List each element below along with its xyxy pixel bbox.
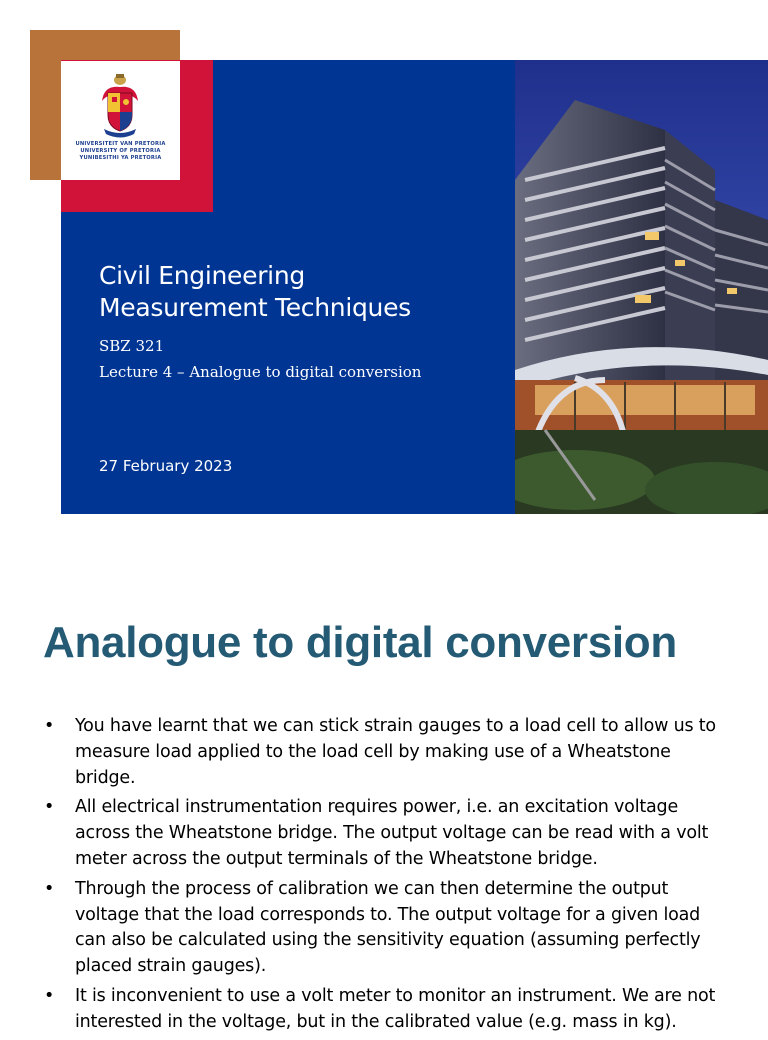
course-title	[99, 260, 421, 324]
course-title-line2: Measurement Techniques	[99, 293, 411, 322]
course-code: SBZ 321	[99, 337, 165, 355]
bullet-item	[44, 984, 734, 1036]
logo-wordmark	[61, 141, 180, 162]
bullet-item	[44, 795, 734, 872]
lecture-date: 27 February 2023	[99, 457, 233, 475]
slide-heading: Analogue to digital conversion	[43, 618, 677, 667]
logo-line-english: UNIVERSITY OF PRETORIA	[80, 148, 161, 154]
bullet-text: All electrical instrumentation requires power, i.e. an excitation voltage across the Wheatstone bridge. The output voltage can be read with a volt meter across the output terminals of the Wheatstone bridge.	[75, 797, 709, 869]
lecture-title: Lecture 4 – Analogue to digital conversion	[99, 363, 422, 381]
bullet-text: It is inconvenient to use a volt meter to monitor an instrument. We are not interested in the voltage, but in the calibrated value (e.g. mass in kg).	[75, 985, 716, 1032]
logo-line-afrikaans: UNIVERSITEIT VAN PRETORIA	[75, 141, 166, 147]
crest-icon	[98, 71, 142, 139]
bullet-list	[44, 714, 734, 1040]
bullet-marker: •	[44, 716, 55, 736]
title-block	[99, 260, 421, 381]
bullet-text: Through the process of calibration we can then determine the output voltage that the load corresponds to. The output voltage for a given load can also be calculated using the sensitivity equation (assuming perfectly placed strain gauges).	[75, 878, 701, 977]
bullet-item	[44, 877, 734, 980]
building-photo	[515, 60, 768, 514]
building-photo-illustration	[515, 60, 768, 514]
bullet-marker: •	[44, 797, 55, 818]
bullet-text: You have learnt that we can stick strain gauges to a load cell to allow us to measure load applied to the load cell by making use of a Wheatstone bridge.	[75, 716, 716, 788]
logo-line-sepedi: YUNIBESITHI YA PRETORIA	[79, 155, 162, 161]
bullet-marker: •	[44, 878, 55, 899]
course-title-line1: Civil Engineering	[99, 261, 305, 290]
bullet-item	[44, 714, 734, 791]
bullet-marker: •	[44, 985, 55, 1006]
university-logo	[61, 61, 180, 180]
